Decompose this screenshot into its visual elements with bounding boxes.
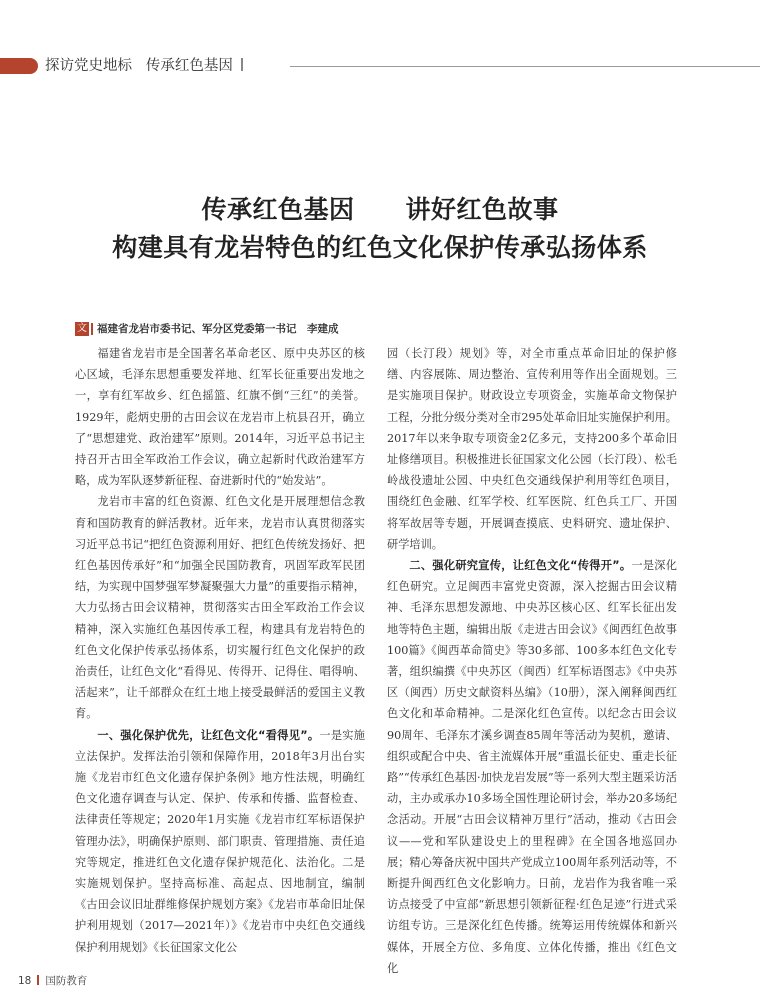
- section-body: 一是实施立法保护。发挥法治引领和保障作用，2018年3月出台实施《龙岩市红色文化遗存保护条例》地方性法规，明确红色文化遗存调查与认定、保护、传承和传播、监督检查、法律责任等规定；2020年1月实施《龙岩市红军标语保护管理办法》，明确保护原则、部门职责、管理措施、责任追究等规定，推进红色文化遗存保护规范化、法治化。二是实施规划保护。坚持高标准、高起点、因地制宜，编制《古田会议旧址群维修保护规划方案》《龙岩市革命旧址保护利用规划（2017—2021年）》《龙岩市中央红色交通线保护利用规划》《长征国家文化公: [75, 728, 365, 954]
- byline-author: 福建省龙岩市委书记、军分区党委第一书记 李建成: [97, 323, 339, 335]
- topic-name: 传承红色基因: [145, 58, 233, 74]
- right-column: [387, 343, 677, 979]
- page-number: 18: [18, 975, 32, 987]
- left-column: [75, 343, 365, 958]
- section-heading: 二、强化研究宣传，让红色文化“传得开”。: [409, 559, 632, 573]
- article-title-line-2: 构建具有龙岩特色的红色文化保护传承弘扬体系: [112, 233, 648, 262]
- section-heading: 一、强化保护优先，让红色文化“看得见”。: [97, 728, 320, 742]
- header-divider: [241, 58, 243, 71]
- column-name: 探访党史地标: [45, 58, 132, 74]
- paragraph: 福建省龙岩市是全国著名革命老区、原中央苏区的核心区域，毛泽东思想重要发祥地、红军长征重要出发地之一，享有红军故乡、红色摇篮、红旗不倒“三红”的美誉。1929年，彪炳史册的古田会议在龙岩市上杭县召开，确立了“思想建党、政治建军”原则。2014年，习近平总书记主持召开古田全军政治工作会议，确立起新时代政治建军方略，成为军队逐梦新征程、奋进新时代的“始发站”。: [75, 347, 365, 488]
- page-footer: [18, 973, 87, 988]
- header-rule: [290, 66, 760, 67]
- byline-tag: 文: [77, 322, 87, 334]
- section-label: [45, 56, 243, 76]
- section-paragraph: [75, 725, 365, 958]
- section-paragraph: [387, 555, 677, 979]
- article-title-line-1: 传承红色基因 讲好红色故事: [201, 195, 559, 224]
- header-accent-shape: [0, 58, 38, 74]
- byline: [75, 321, 375, 337]
- footer-divider: [37, 975, 39, 985]
- byline-divider: [91, 323, 93, 335]
- magazine-name: 国防教育: [45, 975, 88, 987]
- paragraph-continued: 园（长汀段）规划》等，对全市重点革命旧址的保护修缮、内容展陈、周边整治、宣传利用等作出全面规划。三是实施项目保护。财政设立专项资金，实施革命文物保护工程，分批分级分类对全市295处革命旧址实施保护利用。2017年以来争取专项资金2亿多元，支持200多个革命旧址修缮项目。积极推进长征国家文化公园（长汀段）、松毛岭战役遗址公园、中央红色交通线保护利用等红色项目，围绕红色金融、红军学校、红军医院、红色兵工厂、开国将军故居等专题，开展调查摸底、史料研究、遗址保护、研学培训。: [387, 347, 677, 551]
- section-body: 一是深化红色研究。立足闽西丰富党史资源，深入挖掘古田会议精神、毛泽东思想发源地、中央苏区核心区、红军长征出发地等特色主题，编辑出版《走进古田会议》《闽西红色故事100篇》《闽西革命简史》等30多部、100多本红色文化专著，组织编撰《中央苏区（闽西）红军标语图志》《中央苏区（闽西）历史文献资料丛编》（10册），深入阐释闽西红色文化和革命精神。二是深化红色宣传。以纪念古田会议90周年、毛泽东才溪乡调查85周年等活动为契机，邀请、组织或配合中央、省主流媒体开展“重温长征史、重走长征路”“传承红色基因·加快龙岩发展”等一系列大型主题采访活动，主办或承办10多场全国性理论研讨会，举办20多场纪念活动。开展“古田会议精神万里行”活动，推动《古田会议——党和军队建设史上的里程碑》在全国各地巡回办展；精心筹备庆祝中国共产党成立100周年系列活动等，不断提升闽西红色文化影响力。日前，龙岩作为我省唯一采访点接受了中宣部“新思想引领新征程·红色足迹”行进式采访组专访。三是深化红色传播。统筹运用传统媒体和新兴媒体，开展全方位、多角度、立体化传播，推出《红色文化: [387, 559, 677, 975]
- paragraph: 龙岩市丰富的红色资源、红色文化是开展理想信念教育和国防教育的鲜活教材。近年来，龙岩市认真贯彻落实习近平总书记“把红色资源利用好、把红色传统发扬好、把红色基因传承好”和“加强全民国防教育，巩固军政军民团结，为实现中国梦强军梦凝聚强大力量”的重要指示精神，大力弘扬古田会议精神，贯彻落实古田全军政治工作会议精神，深入实施红色基因传承工程，构建具有龙岩特色的红色文化保护传承弘扬体系，切实履行红色文化保护的政治责任，让红色文化“看得见、传得开、记得住、唱得响、活起来”，让千部群众在红土地上接受最鲜活的爱国主义教育。: [75, 495, 365, 721]
- section-header: [0, 56, 760, 78]
